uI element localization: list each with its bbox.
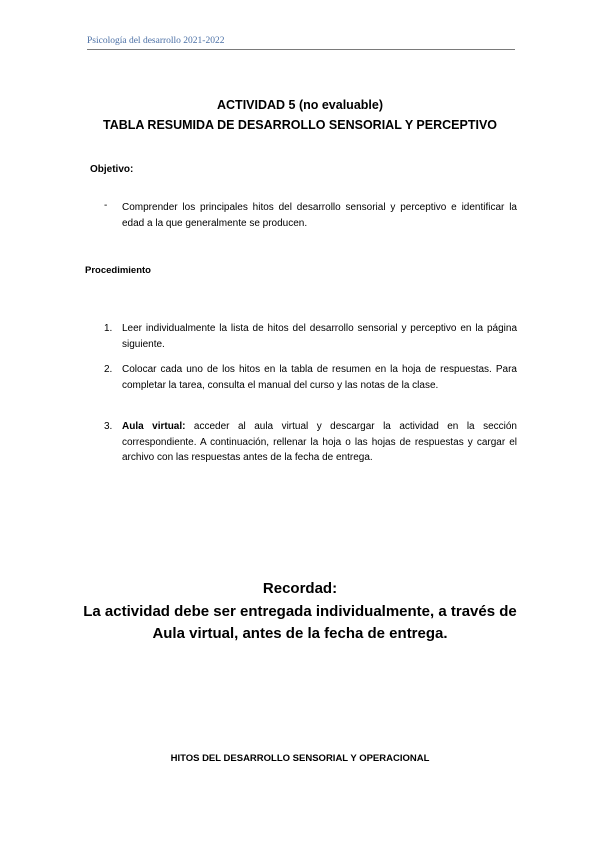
- objective-text: Comprender los principales hitos del desarrollo sensorial y perceptivo e identificar la edad a la que generalmente se producen.: [122, 202, 517, 229]
- reminder-heading: Recordad:: [262, 580, 338, 597]
- procedure-step-3: [104, 419, 517, 466]
- objective-heading: Objetivo:: [90, 164, 134, 175]
- milestones-heading: HITOS DEL DESARROLLO SENSORIAL Y OPERACIONAL: [170, 753, 430, 764]
- step-number: 3.: [104, 421, 113, 432]
- step-number: 1.: [104, 323, 113, 334]
- step-number: 2.: [104, 364, 113, 375]
- step-body: [122, 419, 517, 466]
- step-text: Leer individualmente la lista de hitos del desarrollo sensorial y perceptivo en la página siguiente.: [122, 323, 517, 350]
- step-text: acceder al aula virtual y descargar la actividad en la sección correspondiente. A continuación, rellenar la hoja o las hojas de respuestas y cargar el archivo con las respuestas antes de la fecha de entrega.: [122, 421, 517, 463]
- activity-title: ACTIVIDAD 5 (no evaluable): [217, 98, 383, 112]
- procedure-heading: Procedimiento: [85, 265, 151, 276]
- procedure-step-2: [104, 362, 517, 393]
- reminder-line-2: Aula virtual, antes de la fecha de entrega.: [152, 625, 448, 642]
- header-divider: [87, 49, 515, 50]
- running-header: Psicología del desarrollo 2021-2022: [87, 36, 225, 46]
- reminder-line-1: La actividad debe ser entregada individualmente, a través de: [83, 603, 517, 620]
- procedure-step-1: [104, 321, 517, 352]
- table-title: TABLA RESUMIDA DE DESARROLLO SENSORIAL Y PERCEPTIVO: [102, 118, 498, 132]
- step-lead: Aula virtual:: [122, 421, 186, 432]
- step-text: Colocar cada uno de los hitos en la tabla de resumen en la hoja de respuestas. Para completar la tarea, consulta el manual del curso y las notas de la clase.: [122, 364, 517, 391]
- bullet-dash: -: [104, 200, 108, 211]
